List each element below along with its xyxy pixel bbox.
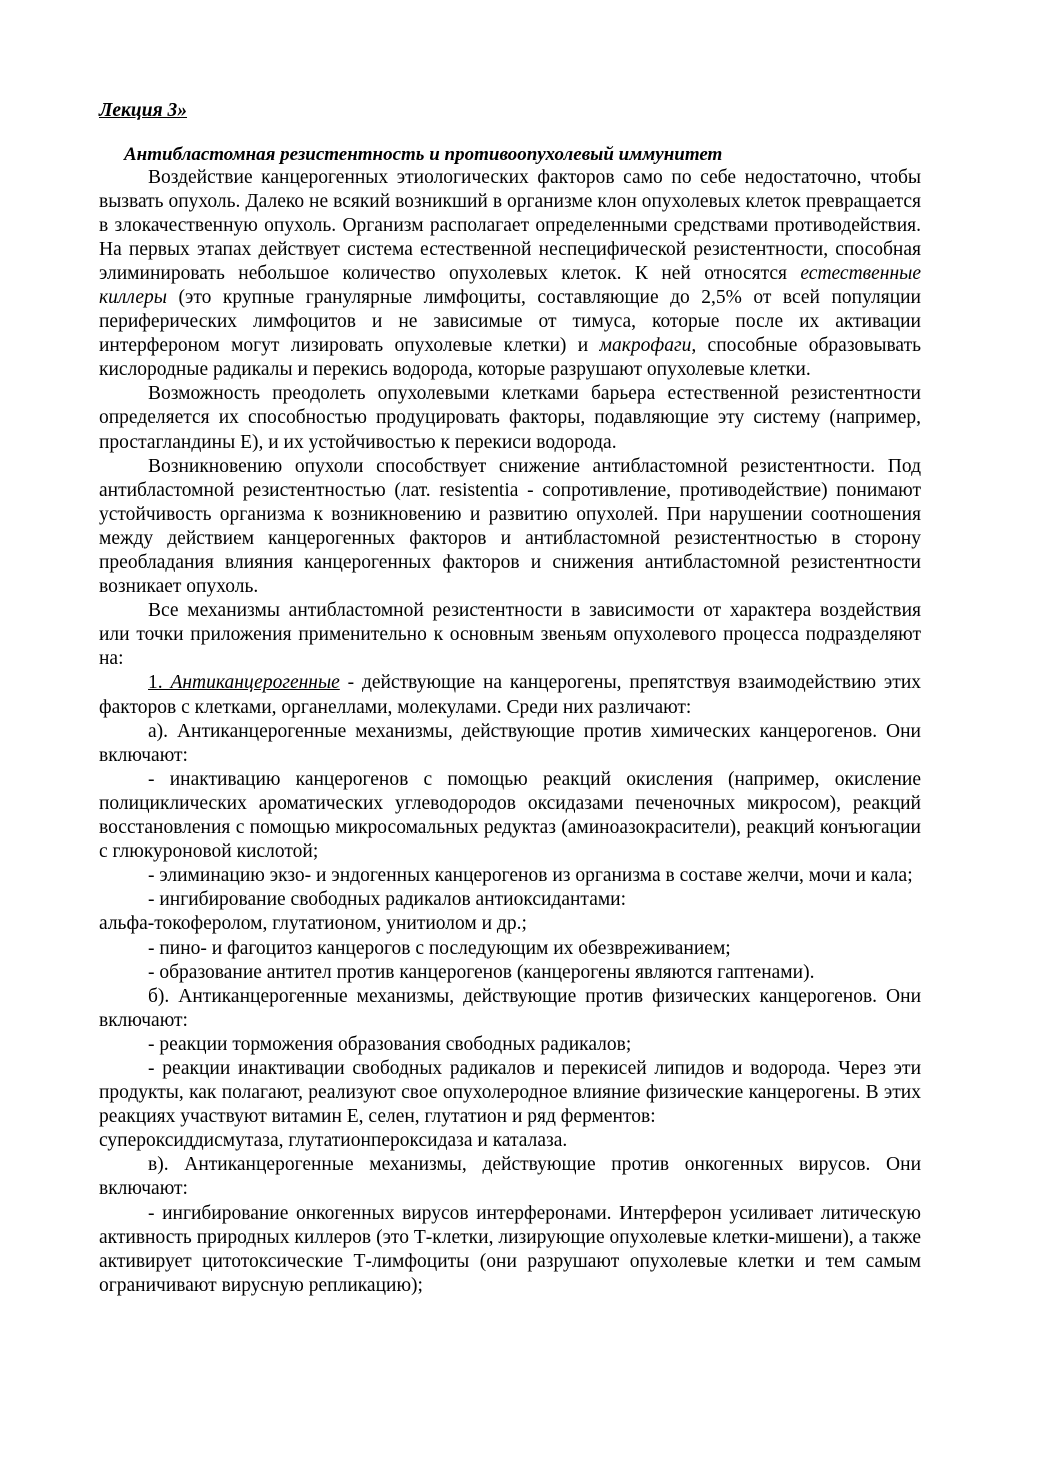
list-item-phagocytosis: - пино- и фагоцитоз канцерогов с последующим их обезвреживанием;	[148, 937, 731, 959]
term-anticarcinogenic: Антиканцерогенные	[170, 672, 340, 694]
paragraph-barrier: Возможность преодолеть опухолевыми клетками барьера естественной резистентности определяется их способностью продуцировать факторы, подавляющие эту систему (например, простагландины Е), и их устойчивостью к перекиси водорода.	[99, 383, 921, 453]
subsection-viral: в). Антиканцерогенные механизмы, действующие против онкогенных вирусов. Они включают:	[99, 1154, 921, 1200]
list-item-enzymes: супероксиддисмутаза, глутатионпероксидаза и каталаза.	[99, 1130, 568, 1152]
list-item-antioxidants-continued: альфа-токоферолом, глутатионом, унитиолом и др.;	[99, 913, 527, 935]
list-item-inactivation: - инактивацию канцерогенов с помощью реакций окисления (например, окисление полициклических ароматических углеводородов оксидазами печеночных микросом), реакций восстановления с помощью микросомальных редуктаз (аминоазокрасители), реакций конъюгации с глюкуроновой кислотой;	[99, 768, 921, 863]
list-item-anticarcinogenic: 1. Антиканцерогенные - действующие на канцерогены, препятствуя взаимодействию этих факторов с клетками, органеллами, молекулами. Среди них различают:	[99, 672, 922, 718]
section-title: Антибластомная резистентность и противоопухолевый иммунитет	[124, 144, 723, 165]
term-macrophages: макрофаги,	[599, 335, 697, 357]
list-item-elimination: - элиминацию экзо- и эндогенных канцерогенов из организма в составе желчи, мочи и кала;	[148, 865, 913, 887]
paragraph-intro: Воздействие канцерогенных этиологических факторов само по себе недостаточно, чтобы вызвать опухоль. Далеко не всякий возникший в организме клон опухолевых клеток превращается в злокачественную опухоль. Организм располагает определенными средствами противодействия. На первых этапах действует система естественной неспецифической резистентности, способная элиминировать небольшое количество опухолевых клеток. К ней относятся естественные киллеры (это крупные гранулярные лимфоциты, составляющие до 2,5% от всей популяции периферических лимфоцитов и не зависимые от тимуса, которые после их активации интерфероном могут лизировать опухолевые клетки) и макрофаги, способные образовывать кислородные радикалы и перекись водорода, которые разрушают опухолевые клетки.	[99, 166, 921, 381]
subsection-chemical: а). Антиканцерогенные механизмы, действующие против химических канцерогенов. Они включают:	[99, 720, 921, 766]
list-item-antibodies: - образование антител против канцерогенов (канцерогены являются гаптенами).	[148, 961, 815, 983]
subsection-physical: б). Антиканцерогенные механизмы, действующие против физических канцерогенов. Они включают:	[99, 985, 921, 1031]
list-item-interferon: - ингибирование онкогенных вирусов интерферонами. Интерферон усиливает литическую активность природных киллеров (это Т-клетки, лизирующие опухолевые клетки-мишени), а также активирует цитотоксические Т-лимфоциты (они разрушают опухолевые клетки и тем самым ограничивают вирусную репликацию);	[99, 1202, 921, 1296]
list-item-antioxidants: - ингибирование свободных радикалов антиоксидантами:	[148, 889, 627, 911]
lecture-heading: Лекция 3»	[99, 100, 188, 121]
list-item-radical-inactivation: - реакции инактивации свободных радикалов и перекисей липидов и водорода. Через эти продукты, как полагают, реализуют свое опухолеродное влияние физические канцерогены. В этих реакциях участвуют витамин Е, селен, глутатион и ряд ферментов:	[99, 1057, 921, 1128]
term-natural-killers: естественные киллеры	[99, 262, 921, 308]
list-item-radical-inhibition: - реакции торможения образования свободных радикалов;	[148, 1033, 632, 1055]
body-text	[99, 166, 921, 1298]
paragraph-classification: Все механизмы антибластомной резистентности в зависимости от характера воздействия или точки приложения применительно к основным звеньям опухолевого процесса подразделяют на:	[99, 600, 921, 670]
paragraph-resistance-definition: Возникновению опухоли способствует снижение антибластомной резистентности. Под антибластомной резистентностью (лат. resistentia - сопротивление, противодействие) понимают устойчивость организма к возникновению и развитию опухолей. При нарушении соотношения между действием канцерогенных факторов и антибластомной резистентностью в сторону преобладания влияния канцерогенных факторов и снижения антибластомной резистентности возникает опухоль.	[99, 455, 921, 598]
